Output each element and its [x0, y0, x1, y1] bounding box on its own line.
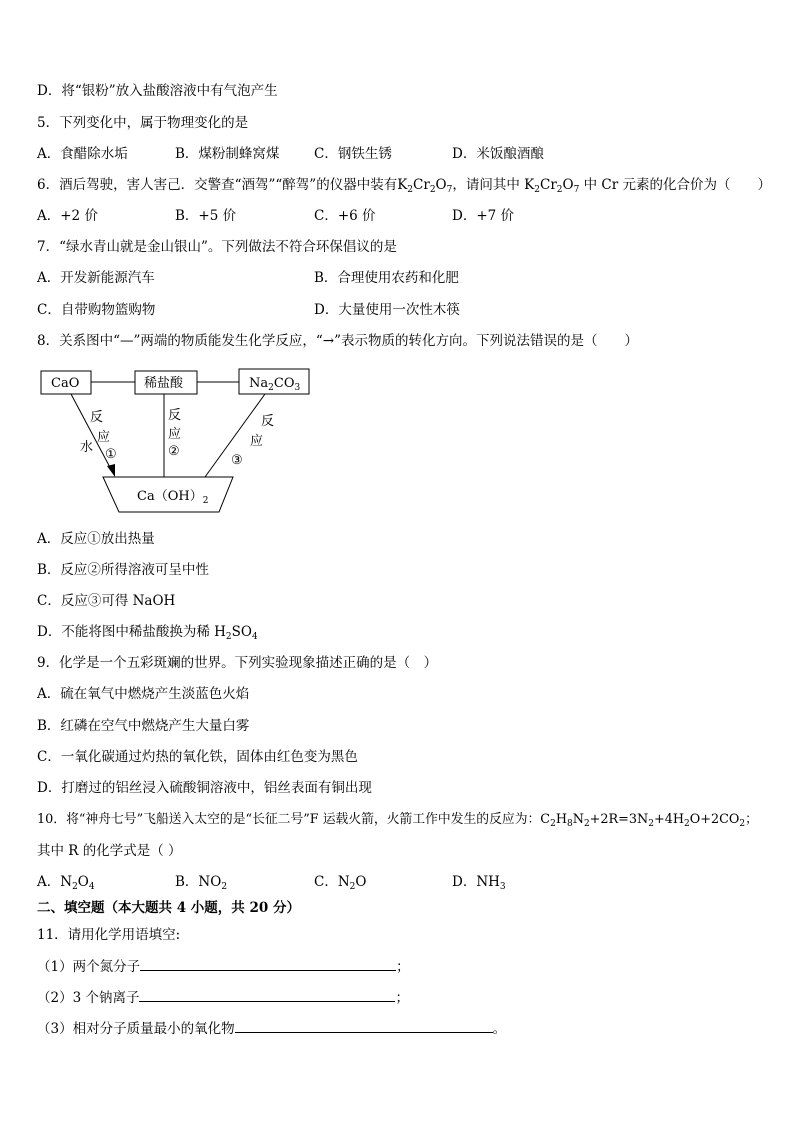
q5-stem: 5．下列变化中，属于物理变化的是 — [37, 115, 249, 131]
q9-option-d: D．打磨过的铝丝浸入硫酸铜溶液中，铝丝表面有铜出现 — [37, 780, 372, 796]
reaction-1-char-3: ① — [105, 447, 117, 462]
q9-option-a: A．硫在氧气中燃烧产生淡蓝色火焰 — [37, 686, 250, 702]
arrowhead — [107, 464, 115, 477]
q5-option-c: C．钢铁生锈 — [314, 146, 392, 162]
reaction-2-char-1: 反 — [168, 408, 182, 423]
q6-option-d: D．+7 价 — [452, 208, 515, 224]
hcl-label: 稀盐酸 — [144, 376, 184, 391]
q8-option-c: C．反应③可得 NaOH — [37, 593, 176, 609]
q7-option-b: B．合理使用农药和化肥 — [314, 270, 459, 286]
q11-stem: 11．请用化学用语填空: — [37, 927, 181, 943]
cao-label: CaO — [51, 376, 80, 391]
q8-relation-diagram — [35, 363, 320, 518]
q8-option-d: D．不能将图中稀盐酸换为稀 $H_2SO_4$ — [37, 624, 258, 642]
q11-item-2: （2）3 个钠离子 ； — [37, 987, 409, 1008]
reaction-1-char-1: 反 — [90, 410, 104, 425]
q10-stem: 10．将“神舟七号”飞船送入太空的是“长征二号”F 运载火箭，火箭工作中发生的反应为：$C_2H_8N_2+2R=3N_2+4H_2O+2CO_2$； — [37, 812, 758, 829]
q10-option-a: A．$N_2O_4$ — [37, 874, 95, 892]
q11-item-1: （1）两个氮分子 ； — [37, 956, 410, 977]
q5-option-a: A．食醋除水垢 — [37, 146, 128, 162]
q8-stem: 8．关系图中“—”两端的物质能发生化学反应，“→”表示物质的转化方向。下列说法错误的是（ ） — [37, 333, 639, 349]
q7-stem: 7．“绿水青山就是金山银山”。下列做法不符合环保倡议的是 — [37, 239, 397, 255]
q8-option-b: B．反应②所得溶液可呈中性 — [37, 562, 209, 578]
q11-item-3: （3）相对分子质量最小的氧化物 。 — [37, 1018, 506, 1039]
reaction-3-char-1: 反 — [261, 414, 275, 429]
q6-stem: 6．酒后驾驶，害人害己．交警查“酒驾”“醉驾”的仪器中装有$K_2Cr_2O_7$，请问其中 $K_2Cr_2O_7$ 中 Cr 元素的化合价为（ ） — [37, 177, 771, 195]
q7-option-a: A．开发新能源汽车 — [37, 270, 155, 286]
reaction-3-char-2: 应 — [250, 434, 264, 449]
reaction-1-char-2: 应 — [97, 430, 111, 445]
na2co3-label: $Na_2CO_3$ — [249, 376, 301, 393]
answer-blank-3[interactable] — [235, 1018, 493, 1033]
q10-option-b: B．$NO_2$ — [175, 874, 228, 892]
water-label: 水 — [80, 440, 94, 455]
q8-option-a: A．反应①放出热量 — [37, 531, 155, 547]
reaction-2-char-3: ② — [168, 444, 180, 459]
q10-option-d: D．$NH_3$ — [452, 874, 506, 892]
caoh2-label: $Ca(OH)_2$ — [137, 489, 209, 506]
q5-option-d: D．米饭酿酒酿 — [452, 146, 544, 162]
q6-option-b: B．+5 价 — [175, 208, 237, 224]
q9-option-b: B．红磷在空气中燃烧产生大量白雾 — [37, 718, 250, 734]
reaction-2-char-2: 应 — [168, 427, 182, 442]
q5-option-b: B．煤粉制蜂窝煤 — [175, 146, 280, 162]
reaction-3-char-3: ③ — [231, 453, 243, 468]
q7-option-c: C．自带购物篮购物 — [37, 302, 156, 318]
q10-option-c: C．$N_2O$ — [314, 874, 367, 892]
q10-stem-2: 其中 R 的化学式是（ ） — [37, 843, 182, 859]
section-heading: 二、填空题（本大题共 4 小题，共 20 分） — [37, 900, 300, 916]
q9-stem: 9．化学是一个五彩斑斓的世界。下列实验现象描述正确的是（ ） — [37, 655, 438, 671]
answer-blank-2[interactable] — [139, 987, 395, 1002]
q6-option-c: C．+6 价 — [314, 208, 376, 224]
q6-option-a: A．+2 价 — [37, 208, 98, 224]
q9-option-c: C．一氧化碳通过灼热的氧化铁，固体由红色变为黑色 — [37, 749, 358, 765]
answer-blank-1[interactable] — [140, 956, 396, 971]
q7-option-d: D．大量使用一次性木筷 — [314, 302, 460, 318]
q4-option-d: D．将“银粉”放入盐酸溶液中有气泡产生 — [37, 83, 278, 99]
